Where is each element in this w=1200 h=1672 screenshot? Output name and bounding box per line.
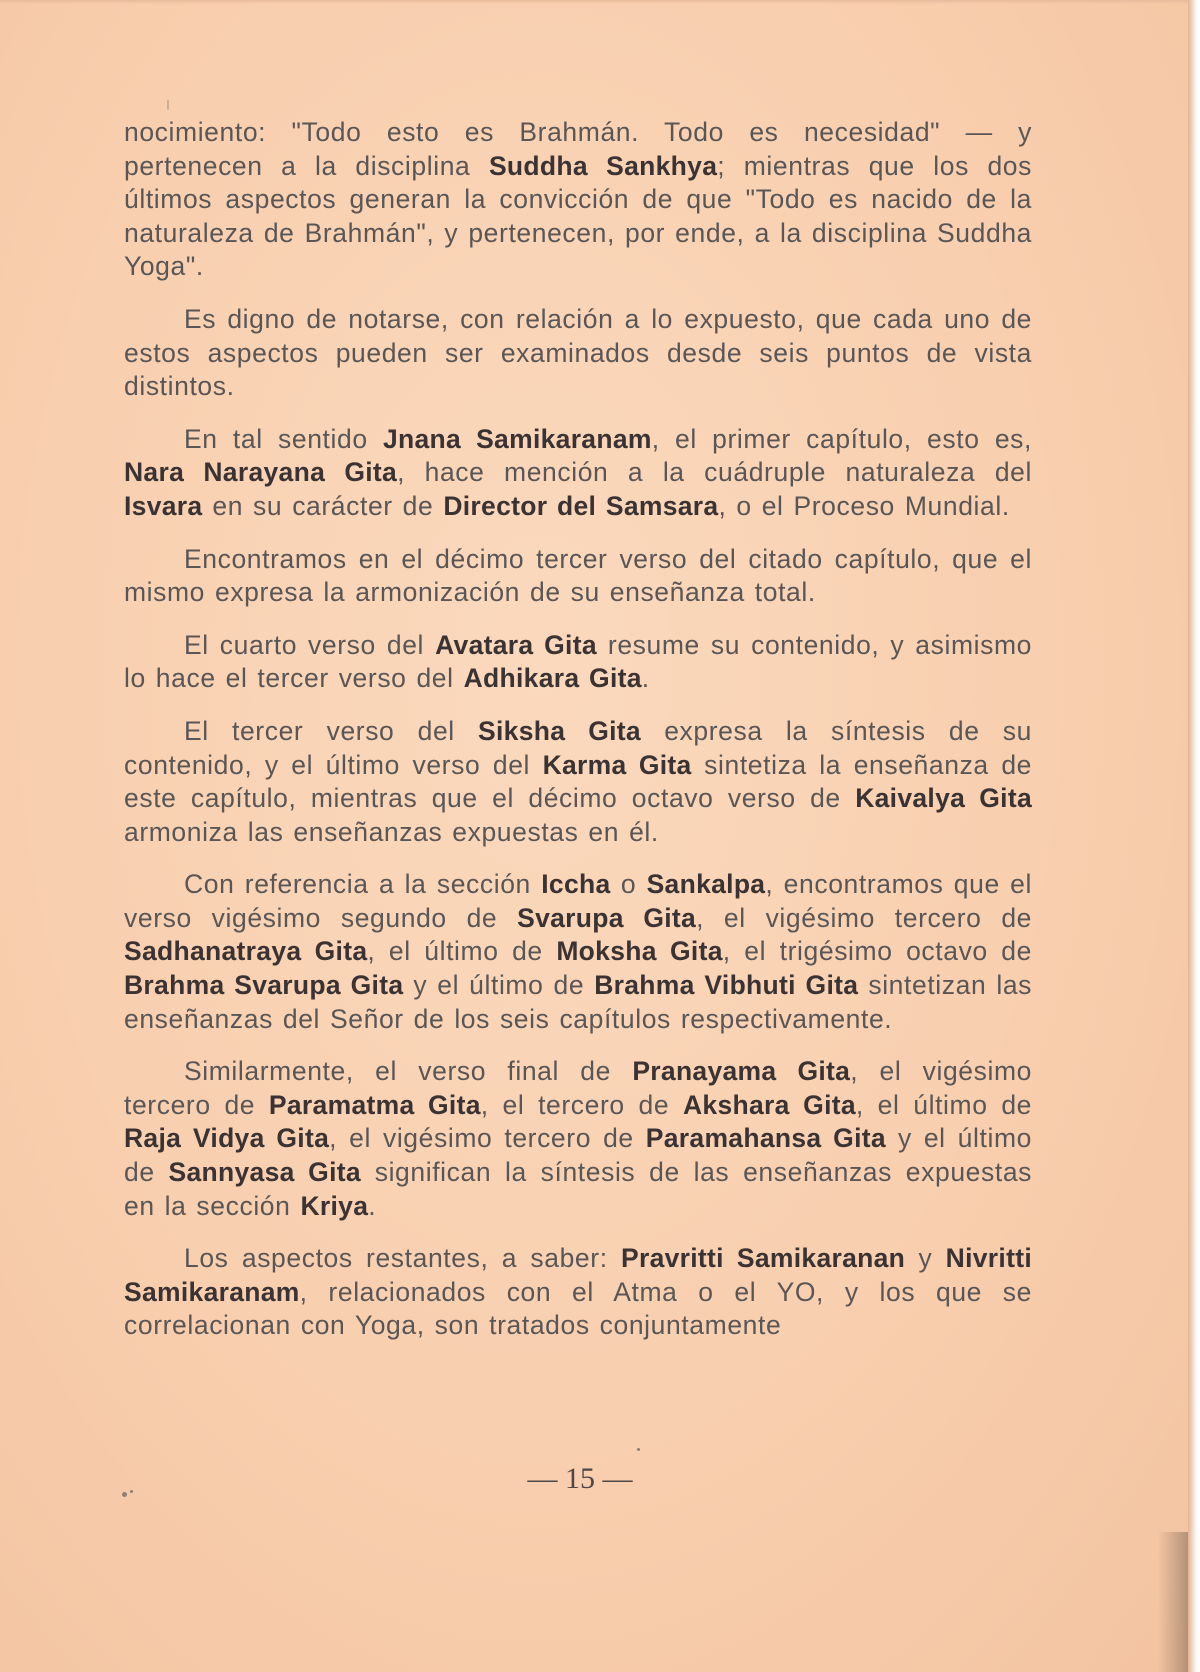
bold-term: Siksha Gita	[478, 715, 641, 746]
bold-term: Sankalpa	[646, 869, 766, 900]
text-run: expresa la síntesis de su contenido, y el último verso del	[124, 715, 1032, 780]
text-run: significan la síntesis de las enseñanzas expuestas en la sección	[124, 1157, 1033, 1221]
text-run: , encontramos que el verso vigésimo segundo de	[124, 869, 1033, 933]
bold-term: Brahma Vibhuti Gita	[594, 970, 859, 1001]
paragraph	[124, 303, 1032, 404]
text-run: Es digno de notarse, con relación a lo expuesto, que cada uno de estos aspectos pueden ser examinados desde seis puntos de vista distintos.	[124, 303, 1032, 402]
bold-term: Avatara Gita	[435, 629, 597, 660]
bold-term: Isvara	[124, 490, 203, 521]
bold-term: Iccha	[541, 869, 611, 900]
text-run: , el vigésimo tercero de	[329, 1123, 646, 1154]
bold-term: Kriya	[300, 1190, 369, 1221]
bold-term: Karma Gita	[542, 749, 692, 780]
text-run: , el vigésimo tercero de	[696, 902, 1032, 933]
text-run: , el vigésimo tercero de	[124, 1056, 1032, 1120]
text-run: y el último de	[124, 1123, 1032, 1188]
print-speck	[637, 1448, 640, 1451]
bold-term: Sannyasa Gita	[168, 1157, 361, 1188]
text-run: Los aspectos restantes, a saber:	[184, 1243, 621, 1274]
text-run: El tercer verso del	[184, 715, 479, 746]
bold-term: Brahma Svarupa Gita	[124, 970, 404, 1001]
text-run: armoniza las enseñanzas expuestas en él.	[124, 816, 659, 847]
text-run: resume su contenido, y asimismo lo hace el tercer verso del	[124, 629, 1032, 694]
text-run: sintetiza la enseñanza de este capítulo, mientras que el décimo octavo verso de	[124, 749, 1032, 814]
bold-term: Suddha Sankhya	[488, 150, 718, 181]
text-run: Con referencia a la sección	[184, 869, 542, 900]
bold-term: Paramatma Gita	[268, 1089, 481, 1120]
text-run: , el último de	[855, 1089, 1033, 1120]
text-run: y el último de	[403, 970, 595, 1001]
bold-term: Paramahansa Gita	[645, 1123, 886, 1154]
text-run: en su carácter de	[202, 490, 444, 521]
paragraph	[124, 1242, 1032, 1343]
bold-term: Adhikara Gita	[463, 663, 642, 694]
text-run: , relacionados con el Atma o el YO, y los que se correlacionan con Yoga, son tratados conjuntamente	[124, 1276, 1032, 1341]
print-speck	[167, 100, 169, 110]
bold-term: Director del Samsara	[443, 490, 719, 521]
page-number: — 15 —	[527, 1462, 633, 1495]
text-run: o	[610, 869, 647, 900]
bold-term: Nivritti Samikaranam	[124, 1243, 1032, 1307]
text-run: , o el Proceso Mundial.	[718, 490, 1010, 521]
text-run: y	[905, 1243, 946, 1274]
page-corner-shadow	[1158, 1532, 1188, 1672]
text-run: .	[641, 663, 650, 694]
bold-term: Nara Narayana Gita	[124, 457, 398, 488]
text-run: , el tercero de	[480, 1089, 683, 1120]
text-run: Encontramos en el décimo tercer verso del citado capítulo, que el mismo expresa la armonización de su enseñanza total.	[124, 543, 1032, 608]
text-run: , el trigésimo octavo de	[722, 936, 1032, 967]
text-run: , el primer capítulo, esto es,	[651, 423, 1032, 454]
text-run: nocimiento: "Todo esto es Brahmán. Todo es necesidad" — y pertenecen a la disciplina	[124, 117, 1032, 181]
text-run: .	[368, 1190, 377, 1221]
page-right-edge	[1188, 0, 1200, 1672]
bold-term: Raja Vidya Gita	[124, 1123, 330, 1154]
text-run: El cuarto verso del	[184, 629, 436, 660]
bold-term: Akshara Gita	[683, 1089, 856, 1120]
body-text	[124, 116, 1032, 1362]
paragraph	[124, 868, 1032, 1036]
text-run: , hace mención a la cuádruple naturaleza del	[397, 457, 1032, 488]
text-run: En tal sentido	[184, 423, 383, 454]
bold-term: Jnana Samikaranam	[382, 423, 652, 454]
paragraph	[124, 423, 1032, 524]
text-run: ; mientras que los dos últimos aspectos generan la convicción de que "Todo es nacido de la naturaleza de Brahmán", y pertenecen, por ende, a la disciplina Suddha Yoga".	[124, 150, 1032, 282]
paragraph	[124, 543, 1032, 610]
page-top-edge	[0, 0, 1200, 4]
text-run: Similarmente, el verso final de	[184, 1056, 633, 1087]
text-run: sintetizan las enseñanzas del Señor de los seis capítulos respectivamente.	[124, 970, 1033, 1034]
paragraph	[124, 1055, 1032, 1223]
bold-term: Pravritti Samikaranan	[620, 1243, 906, 1274]
bold-term: Moksha Gita	[556, 936, 723, 967]
print-speck	[130, 1490, 133, 1493]
paragraph	[124, 715, 1032, 849]
paragraph	[124, 629, 1032, 696]
print-speck	[122, 1492, 127, 1497]
bold-term: Kaivalya Gita	[855, 783, 1032, 814]
text-run: , el último de	[367, 936, 557, 967]
bold-term: Svarupa Gita	[517, 902, 697, 933]
bold-term: Sadhanatraya Gita	[124, 936, 368, 967]
bold-term: Pranayama Gita	[632, 1056, 851, 1087]
paragraph	[124, 116, 1032, 284]
